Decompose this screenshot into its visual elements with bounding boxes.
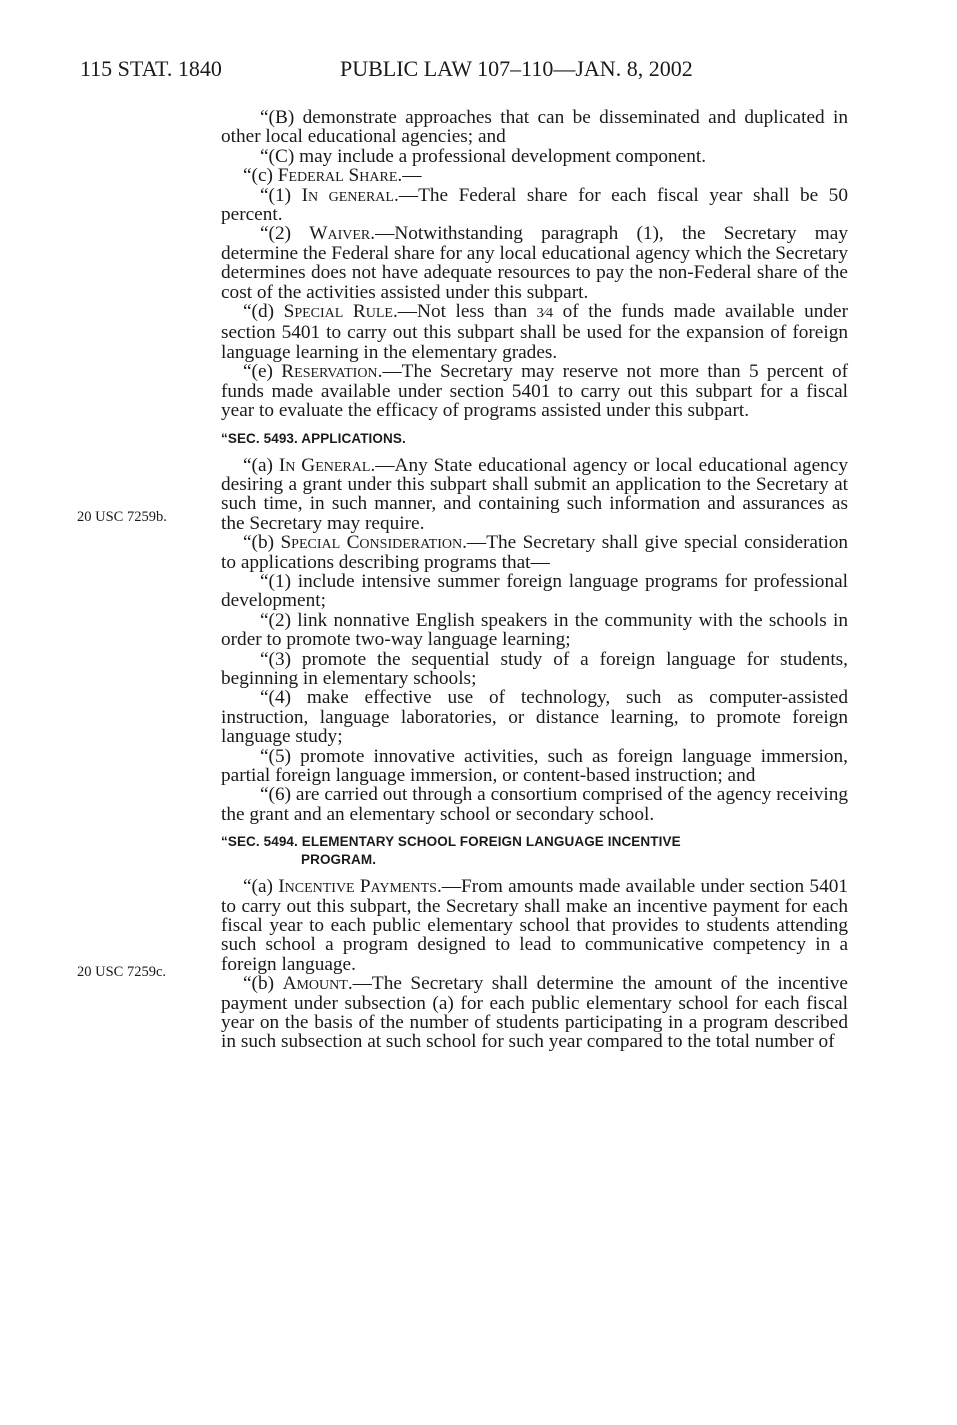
paragraph-b2: “(2) link nonnative English speakers in the community with the schools in order to promote two-way language learning; xyxy=(221,609,848,651)
margin-note-7259b: 20 USC 7259b. xyxy=(77,509,167,525)
paragraph-b3: “(3) promote the sequential study of a foreign language for students, beginning in elementary schools; xyxy=(221,648,848,689)
subsection-c-heading: “(c) Federal Share.— xyxy=(243,165,422,187)
subsection-a-incentive-payments: “(a) Incentive Payments.—From amounts made available under section 5401 to carry out this subpart, the Secretary shall make an incentive payment for each fiscal year to each public elementary school that provides to students attending such school a program designed to lead to communicative competency in a foreign language. xyxy=(221,876,848,975)
paragraph-b4: “(4) make effective use of technology, such as computer-assisted instruction, language laboratories, or distance learning, to promote foreign language study; xyxy=(221,687,848,748)
paragraph-c1: “(1) In general.—The Federal share for each fiscal year shall be 50 percent. xyxy=(221,184,848,226)
subsection-e: “(e) Reservation.—The Secretary may reserve not more than 5 percent of funds made available under section 5401 to carry out this subpart for a fiscal year to evaluate the efficacy of programs assisted under this subpart. xyxy=(221,361,849,422)
paragraph-b-item: “(B) demonstrate approaches that can be disseminated and duplicated in other local educational agencies; and xyxy=(221,107,848,148)
public-law-title: PUBLIC LAW 107–110—JAN. 8, 2002 xyxy=(340,56,693,81)
subsection-b-special-consideration: “(b) Special Consideration.—The Secretary shall give special consideration to applications describing programs that— xyxy=(221,532,848,573)
subsection-b-amount: “(b) Amount.—The Secretary shall determine the amount of the incentive payment under subsection (a) for each public elementary school for each fiscal year on the basis of the number of students participating in a program described in such subsection at such school for such year compared to the total number of xyxy=(221,973,848,1053)
paragraph-c-item: “(C) may include a professional development component. xyxy=(260,145,707,167)
stat-page-number: 115 STAT. 1840 xyxy=(80,56,222,81)
section-5494-heading-line1: “SEC. 5494. ELEMENTARY SCHOOL FOREIGN LANGUAGE INCENTIVE xyxy=(221,834,681,850)
section-5494-heading xyxy=(221,833,848,869)
section-5494-heading-line2: PROGRAM. xyxy=(301,852,377,868)
subsection-a-general: “(a) In General.—Any State educational agency or local educational agency desiring a grant under this subpart shall submit an application to the Secretary at such time, in such manner, and containing such information and assurances as the Secretary may require. xyxy=(221,454,849,534)
section-5493-heading: “SEC. 5493. APPLICATIONS. xyxy=(221,430,406,446)
paragraph-b6: “(6) are carried out through a consortium comprised of the agency receiving the grant and an elementary school or secondary school. xyxy=(221,784,848,825)
page-header xyxy=(80,56,847,86)
margin-note-7259c: 20 USC 7259c. xyxy=(77,964,167,980)
paragraph-c2: “(2) Waiver.—Notwithstanding paragraph (1), the Secretary may determine the Federal share for any local educational agency which the Secretary determines does not have adequate resources to pay the non-Federal share of the cost of the activities assisted under this subpart. xyxy=(221,223,848,303)
document-body xyxy=(221,108,848,1052)
subsection-d: “(d) Special Rule.—Not less than 3⁄4 of the funds made available under section 5401 to carry out this subpart shall be used for the expansion of foreign language learning in the elementary grades. xyxy=(221,301,848,363)
paragraph-b5: “(5) promote innovative activities, such as foreign language immersion, partial foreign language immersion, or content-based instruction; and xyxy=(221,745,848,786)
paragraph-b1: “(1) include intensive summer foreign language programs for professional development; xyxy=(221,570,848,612)
